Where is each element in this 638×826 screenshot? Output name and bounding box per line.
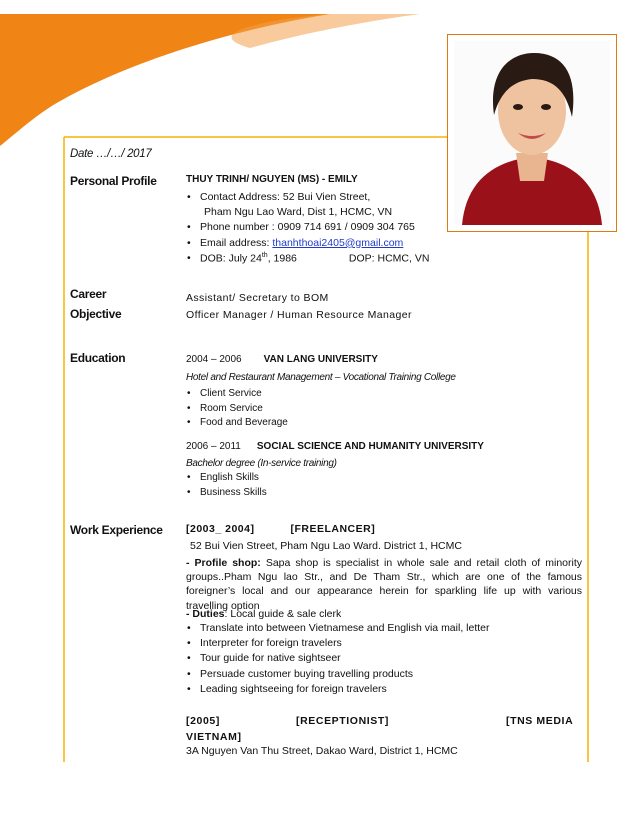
list-item: • Phone number : 0909 714 691 / 0909 304 765 — [186, 220, 582, 235]
email-link[interactable]: thanhthoai2405@gmail.com — [272, 236, 404, 249]
objective-line-2: Officer Manager / Human Resource Manager — [186, 309, 412, 321]
section-heading-work-experience: Work Experience — [70, 523, 163, 537]
education-entry-1-program: Hotel and Restaurant Management – Vocational Training College — [186, 372, 456, 383]
section-heading-personal-profile: Personal Profile — [70, 174, 157, 188]
job-2-company-cont: VIETNAM] — [186, 731, 242, 743]
education-entry-1-header: 2004 – 2006 VAN LANG UNIVERSITY — [186, 354, 378, 365]
objective-line-1: Assistant/ Secretary to BOM — [186, 292, 329, 304]
education-entry-1-skills — [186, 387, 582, 431]
list-item: • Tour guide for native sightseer — [186, 651, 582, 666]
job-2-role: [RECEPTIONIST] — [296, 715, 389, 727]
job-1-profile-shop: - Profile shop: Sapa shop is specialist in whole sale and retail cloth of minority groups..Pham Ngu lao Str., and De Tham Str., which are one of the famous foreigner’s local and our appearance herein for sparkling life up with various travelling option — [186, 557, 583, 612]
education-entry-2-header: 2006 – 2011 SOCIAL SCIENCE AND HUMANITY UNIVERSITY — [186, 441, 484, 452]
list-item: • English Skills — [186, 471, 582, 486]
place-of-birth: DOP: HCMC, VN — [348, 252, 430, 265]
job-1-header: [2003_ 2004] [FREELANCER] — [186, 523, 376, 535]
contact-list — [186, 190, 582, 267]
section-heading-objective: Objective — [70, 307, 122, 321]
list-item: • Business Skills — [186, 486, 582, 501]
job-2-period: [2005] — [186, 715, 220, 727]
document-date: Date …/…/ 2017 — [70, 148, 152, 160]
list-item: • Contact Address: 52 Bui Vien Street, Pham Ngu Lao Ward, Dist 1, HCMC, VN — [186, 190, 582, 220]
list-item: • Room Service — [186, 402, 582, 417]
job-1-task-list — [186, 621, 582, 697]
list-item: • Leading sightseeing for foreign travelers — [186, 682, 582, 697]
education-entry-2-skills — [186, 471, 582, 500]
job-2-company: [TNS MEDIA — [506, 715, 574, 727]
address-continuation: Pham Ngu Lao Ward, Dist 1, HCMC, VN — [204, 206, 393, 219]
list-item: • Persuade customer buying travelling products — [186, 667, 582, 682]
list-item: • Translate into between Vietnamese and English via mail, letter — [186, 621, 582, 636]
section-heading-career: Career — [70, 287, 107, 301]
job-1-address: 52 Bui Vien Street, Pham Ngu Lao Ward. District 1, HCMC — [190, 540, 462, 552]
list-item: • DOB: July 24th, 1986 DOP: HCMC, VN — [186, 251, 582, 267]
section-heading-education: Education — [70, 351, 126, 365]
list-item: • Email address: thanhthoai2405@gmail.com — [186, 236, 582, 251]
job-2-address: 3A Nguyen Van Thu Street, Dakao Ward, District 1, HCMC — [186, 745, 458, 757]
candidate-name: THUY TRINH/ NGUYEN (MS) - EMILY — [186, 174, 358, 185]
list-item: • Food and Beverage — [186, 416, 582, 431]
job-1-duties: - Duties: Local guide & sale clerk — [186, 608, 342, 620]
list-item: • Interpreter for foreign travelers — [186, 636, 582, 651]
education-entry-2-program: Bachelor degree (In-service training) — [186, 458, 337, 469]
list-item: • Client Service — [186, 387, 582, 402]
